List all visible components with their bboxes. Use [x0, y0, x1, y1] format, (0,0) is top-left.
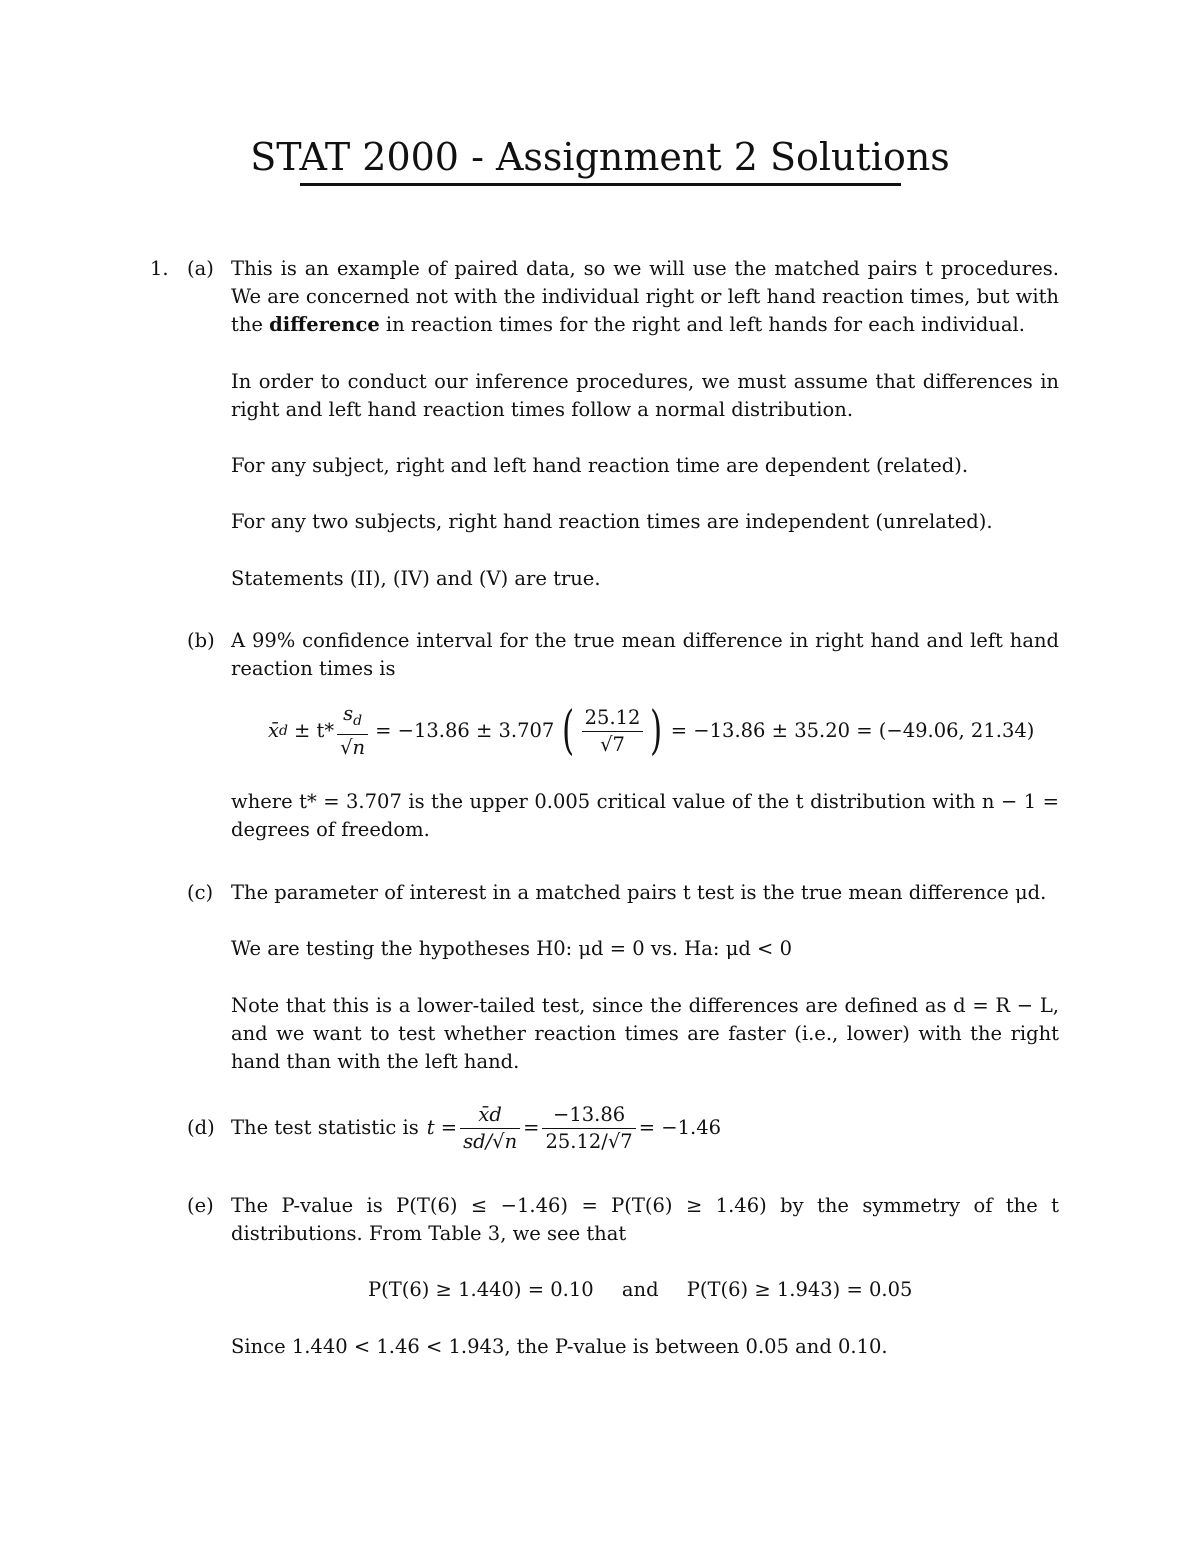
part-b-where-line-2: degrees of freedom. — [231, 818, 430, 841]
part-c-label: (c) — [187, 881, 214, 904]
t-frac-den: sd/√n — [463, 1129, 518, 1153]
eq-middle: = −13.86 ± 3.707 — [375, 719, 555, 742]
eq-xbar: x̄ — [268, 719, 279, 742]
eq-inner-num: 25.12 — [582, 705, 644, 732]
test-statistic-text: The test statistic is — [231, 1116, 419, 1139]
part-a-line-3-post: in reaction times for the right and left hands for each individual. — [379, 313, 1025, 336]
part-a-p2-line-1: In order to conduct our inference procedures, we must assume that differences in — [231, 370, 1059, 393]
t-fraction-symbolic — [460, 1102, 520, 1155]
confidence-interval-equation — [268, 700, 1034, 762]
eq-inner-den: √7 — [600, 732, 625, 756]
t-equals: t = — [426, 1116, 458, 1139]
t-num-value: −13.86 — [542, 1102, 635, 1129]
part-a-label: (a) — [187, 257, 214, 280]
page-title: STAT 2000 - Assignment 2 Solutions — [250, 135, 950, 179]
part-e-line-1: The P-value is P(T(6) ≤ −1.46) = P(T(6) ≥ 1.46) by the symmetry of the t — [231, 1194, 1059, 1217]
left-paren: ( — [562, 701, 575, 761]
p-value-right: P(T(6) ≥ 1.943) = 0.05 — [686, 1278, 913, 1301]
part-e-line-2: distributions. From Table 3, we see that — [231, 1222, 627, 1245]
title-underline — [300, 183, 901, 186]
part-c-note — [231, 992, 1059, 1076]
part-b-line-2: reaction times is — [231, 657, 396, 680]
part-c-note-line-3: hand than with the left hand. — [231, 1050, 520, 1073]
eq-frac-num-sub: d — [353, 712, 363, 729]
eq-inner-fraction — [582, 705, 644, 758]
eq-sd-over-root-n — [337, 701, 368, 761]
t-frac-num: x̄d — [460, 1102, 520, 1129]
part-a-paragraph-1 — [231, 255, 1059, 339]
part-a-line-3-pre: the — [231, 313, 270, 336]
part-a-paragraph-5: Statements (II), (IV) and (V) are true. — [231, 567, 601, 590]
part-c-note-line-1: Note that this is a lower-tailed test, since the differences are defined as d = R − L, — [231, 994, 1059, 1017]
p-value-and: and — [621, 1278, 659, 1301]
part-b-line-1: A 99% confidence interval for the true mean difference in right hand and left hand — [231, 629, 1059, 652]
t-equals-2: = — [523, 1116, 540, 1139]
part-b-where — [231, 788, 1059, 844]
part-a-paragraph-4: For any two subjects, right hand reaction times are independent (unrelated). — [231, 510, 993, 533]
eq-frac-denominator: √n — [340, 735, 366, 759]
right-paren: ) — [650, 701, 663, 761]
part-a-line-3 — [231, 311, 1059, 339]
eq-xbar-subscript: d — [279, 723, 288, 739]
question-number: 1. — [150, 257, 169, 280]
part-b-where-line-1: where t* = 3.707 is the upper 0.005 critical value of the t distribution with n − 1 = — [231, 790, 1059, 813]
test-statistic-equation — [231, 1097, 721, 1159]
part-a-line-1: This is an example of paired data, so we will use the matched pairs t procedures. — [231, 257, 1059, 280]
part-b-label: (b) — [187, 629, 215, 652]
eq-frac-num-s: s — [343, 702, 354, 726]
p-value-table-equation — [368, 1276, 912, 1304]
t-result: = −1.46 — [638, 1116, 722, 1139]
eq-result: = −13.86 ± 35.20 = (−49.06, 21.34) — [670, 719, 1035, 742]
part-c-hypotheses: We are testing the hypotheses H0: μd = 0 vs. Ha: μd < 0 — [231, 937, 792, 960]
part-e-conclusion: Since 1.440 < 1.46 < 1.943, the P-value is between 0.05 and 0.10. — [231, 1335, 888, 1358]
t-den-value: 25.12/√7 — [545, 1129, 633, 1153]
part-a-line-2: We are concerned not with the individual right or left hand reaction times, but with — [231, 285, 1059, 308]
part-e-intro — [231, 1192, 1059, 1248]
p-value-left: P(T(6) ≥ 1.440) = 0.10 — [368, 1278, 594, 1301]
part-a-paragraph-2 — [231, 368, 1059, 424]
part-a-p2-line-2: right and left hand reaction times follow a normal distribution. — [231, 398, 854, 421]
part-a-paragraph-3: For any subject, right and left hand reaction time are dependent (related). — [231, 454, 969, 477]
difference-emphasis: difference — [269, 313, 380, 336]
part-e-label: (e) — [187, 1194, 214, 1217]
part-d-label: (d) — [187, 1116, 215, 1139]
eq-frac-numerator — [337, 701, 368, 735]
part-c-note-line-2: and we want to test whether reaction times are faster (i.e., lower) with the right — [231, 1022, 1059, 1045]
part-b-intro — [231, 627, 1059, 683]
t-fraction-numeric — [542, 1102, 635, 1155]
part-c-line-1: The parameter of interest in a matched pairs t test is the true mean difference μd. — [231, 881, 1047, 904]
eq-pm-tstar: ± t* — [293, 719, 335, 742]
